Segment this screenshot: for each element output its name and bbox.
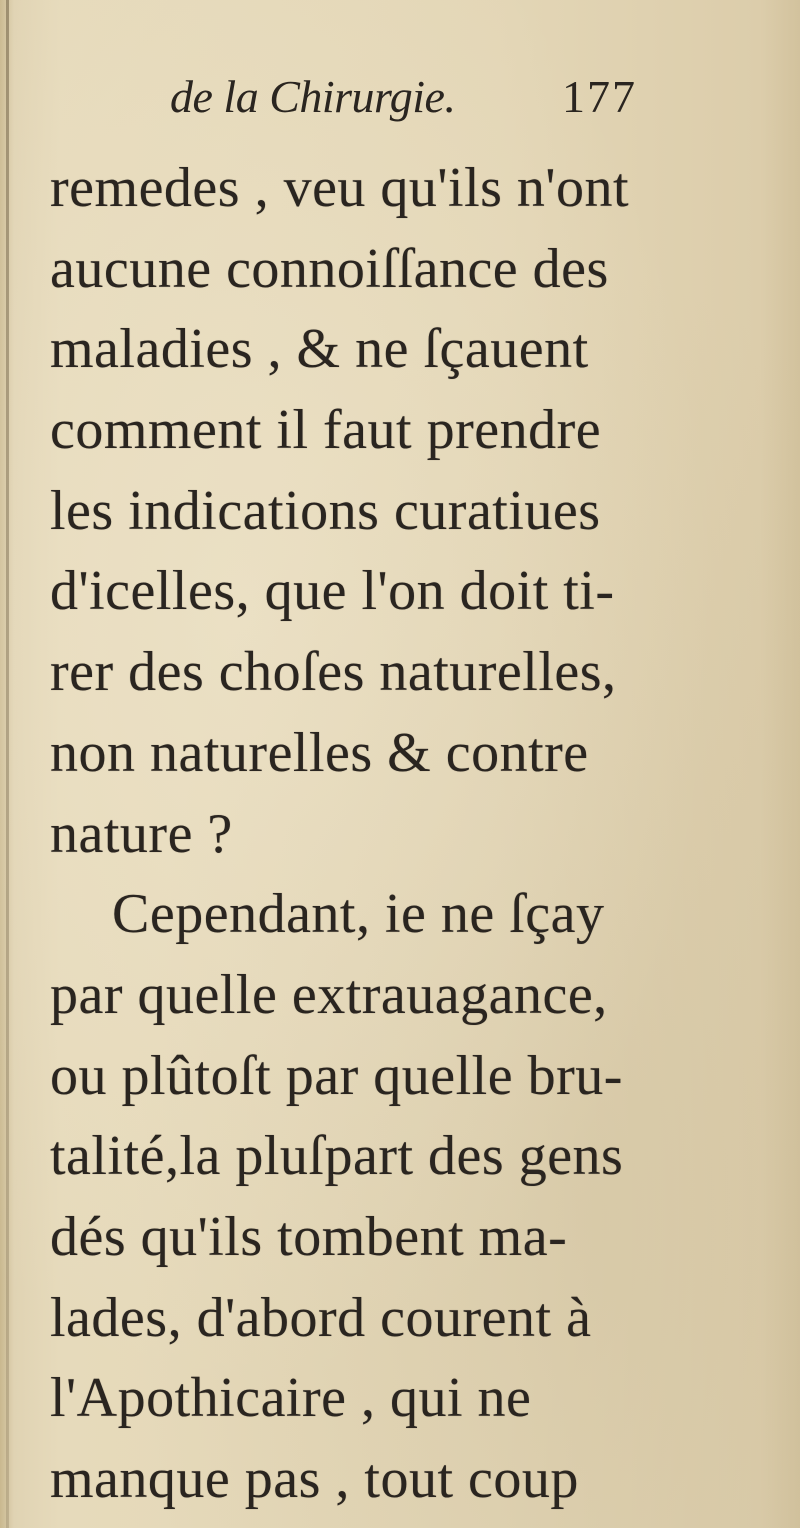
text-line: lades, d'abord courent à [50,1286,592,1349]
text-line: d'icelles, que l'on doit ti- [50,560,615,623]
text-line: ou plûtoſt par quelle bru- [50,1044,623,1107]
text-line: non naturelles & contre [50,721,589,784]
text-line: manque pas , tout coup [50,1448,579,1510]
page-number: 177 [562,71,637,122]
text-line: remedes , veu qu'ils n'ont [50,157,630,219]
page-gutter [6,0,9,1528]
page-header [170,70,700,140]
paragraph-start-line: Cependant, ie ne ſçay [112,883,605,946]
text-line: comment il faut prendre [50,399,602,462]
text-line: aucune connoiſſance des [50,237,609,300]
text-line: maladies , & ne ſçauent [50,318,589,381]
text-line: par quelle extrauagance, [50,963,608,1026]
text-line: talité,la pluſpart des gens [50,1125,624,1188]
text-line: nature ? [50,802,233,865]
text-line: l'Apothicaire , qui ne [50,1367,532,1430]
body-text [50,148,710,1520]
text-line: les indications curatiues [50,479,601,542]
text-line: dés qu'ils tombent ma- [50,1205,568,1268]
running-head: de la Chirurgie. [170,71,456,122]
text-line: rer des choſes naturelles, [50,641,617,704]
